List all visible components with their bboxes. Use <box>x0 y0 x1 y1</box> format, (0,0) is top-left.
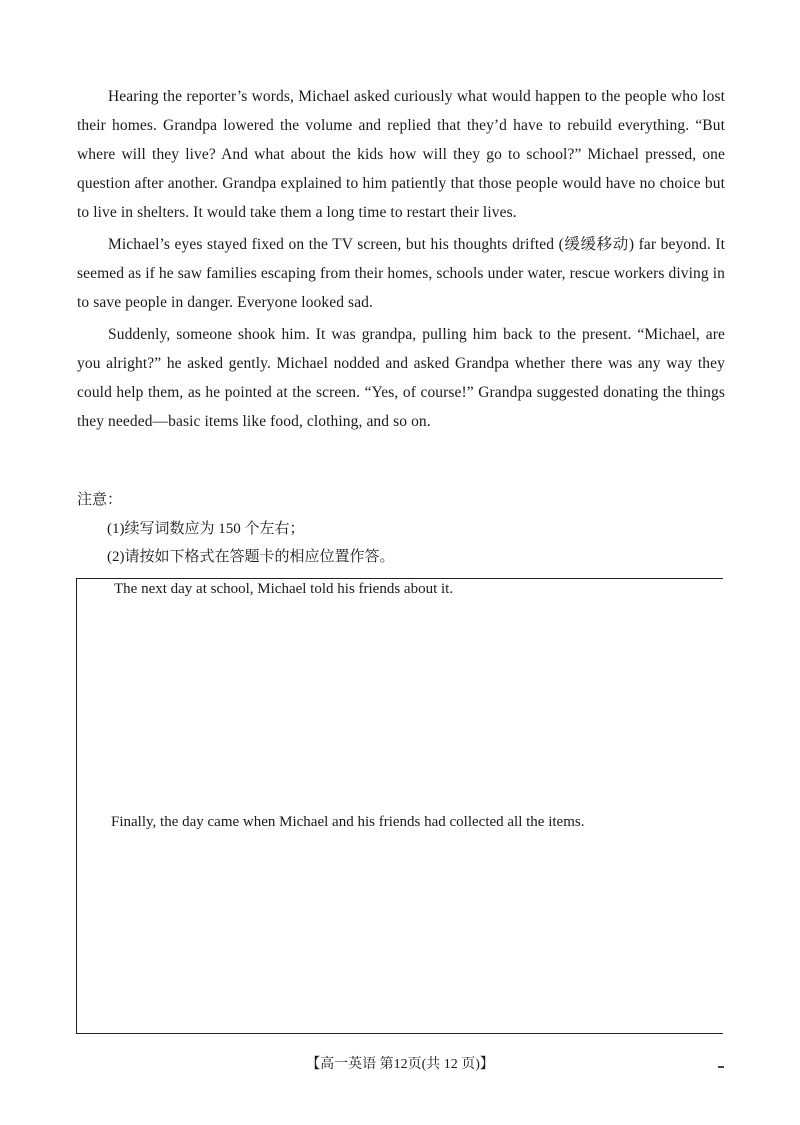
continuation-prompt-2: Finally, the day came when Michael and his friends had collected all the items. <box>111 814 585 830</box>
page-footer: 【高一英语 第12页(共 12 页)】 <box>306 1057 494 1072</box>
passage-paragraph-1: Hearing the reporter’s words, Michael asked curiously what would happen to the people who lost their homes. Grandpa lowered the volume and replied that they’d have to rebuild everything. “But where will they live? And what about the kids how will they go to school?” Michael pressed, one question after another. Grandpa explained to him patiently that those people would have no choice but to live in shelters. It would take them a long time to restart their lives. <box>77 88 725 221</box>
passage-paragraph-3: Suddenly, someone shook him. It was grandpa, pulling him back to the present. “Michael, are you alright?” he asked gently. Michael nodded and asked Grandpa whether there was any way they could help them, as he pointed at the screen. “Yes, of course!” Grandpa suggested donating the things they needed—basic items like food, clothing, and so on. <box>77 326 725 430</box>
story-passage <box>77 82 725 439</box>
corner-mark <box>718 1066 724 1068</box>
note-item-word-count: (1)续写词数应为 150 个左右； <box>107 520 305 537</box>
passage-paragraph-2: Michael’s eyes stayed fixed on the TV screen, but his thoughts drifted (缓缓移动) far beyond. It seemed as if he saw families escaping from their homes, schools under water, rescue workers diving in to save people in danger. Everyone looked sad. <box>77 236 725 311</box>
answer-box[interactable] <box>76 578 723 1034</box>
instructions <box>77 486 725 572</box>
continuation-prompt-1: The next day at school, Michael told his friends about it. <box>114 581 454 597</box>
notes-label: 注意： <box>77 492 123 508</box>
note-item-format: (2)请按如下格式在答题卡的相应位置作答。 <box>107 549 395 565</box>
